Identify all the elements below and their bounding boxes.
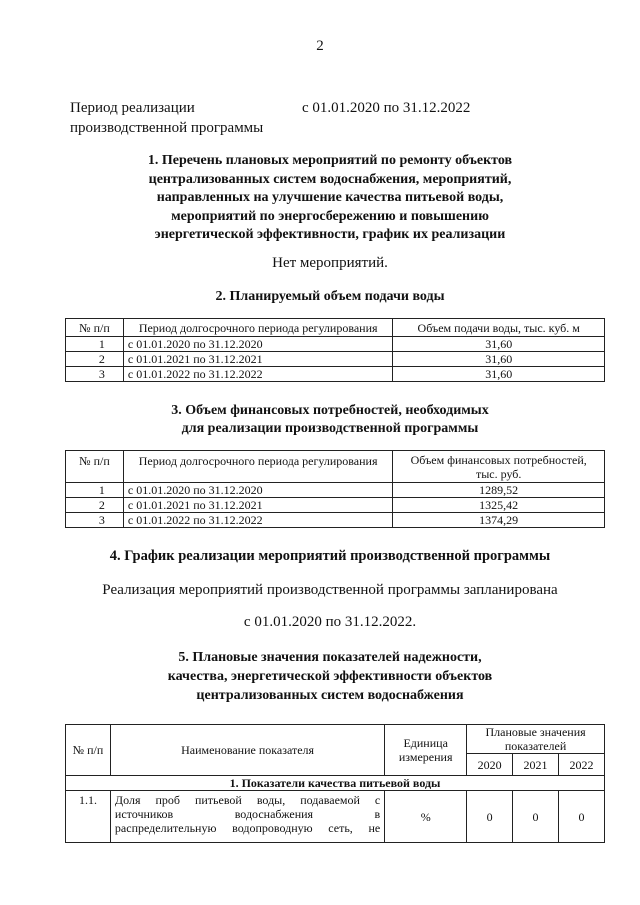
cell-num: 1: [66, 483, 124, 498]
table-header-row: [66, 725, 605, 754]
header-finance-line2: тыс. руб.: [475, 466, 522, 481]
cell-period: с 01.01.2021 по 31.12.2021: [123, 352, 393, 367]
header-unit: [385, 725, 467, 776]
cell-name-line: распределительную водопроводную сеть, не: [114, 821, 381, 835]
header-num: № п/п: [66, 451, 124, 483]
cell-num: 1.1.: [66, 791, 111, 843]
header-period: Период долгосрочного периода регулирования: [123, 451, 392, 483]
cell-num: 2: [66, 498, 124, 513]
header-plan: [467, 725, 605, 754]
header-plan-line1: Плановые значения: [485, 725, 586, 739]
period-label-line2: производственной программы: [70, 120, 264, 136]
section4-text-line1: Реализация мероприятий производственной программы запланирована: [102, 582, 558, 598]
cell-value: 0: [559, 791, 605, 843]
header-year: 2021: [513, 754, 559, 776]
period-value: с 01.01.2020 по 31.12.2022: [302, 100, 471, 116]
cell-period: с 01.01.2020 по 31.12.2020: [123, 337, 393, 352]
section1-heading: [70, 152, 590, 245]
section2-table: [65, 318, 605, 382]
table-row: [66, 513, 605, 528]
cell-volume: 31,60: [393, 337, 605, 352]
cell-value: 0: [467, 791, 513, 843]
cell-finance: 1374,29: [393, 513, 605, 528]
section5-heading-line: 5. Плановые значения показателей надежности,: [178, 650, 482, 665]
header-unit-line2: измерения: [398, 750, 453, 764]
section2-heading: 2. Планируемый объем подачи воды: [215, 289, 445, 304]
header-name: Наименование показателя: [110, 725, 384, 776]
header-finance: [393, 451, 605, 483]
header-period: Период долгосрочного периода регулирования: [123, 319, 393, 337]
section4-text-line2: с 01.01.2020 по 31.12.2022.: [243, 614, 417, 630]
table-row: [66, 483, 605, 498]
section5-heading-line: качества, энергетической эффективности объектов: [167, 669, 493, 684]
header-year: 2020: [467, 754, 513, 776]
header-unit-line1: Единица: [403, 736, 448, 750]
table-row: [66, 498, 605, 513]
table-header-row: [66, 451, 605, 483]
section1-heading-line: 1. Перечень плановых мероприятий по ремонту объектов: [147, 153, 513, 168]
header-num: № п/п: [66, 319, 124, 337]
period-label: [70, 98, 290, 138]
cell-period: с 01.01.2022 по 31.12.2022: [123, 513, 392, 528]
cell-volume: 31,60: [393, 352, 605, 367]
cell-finance: 1289,52: [393, 483, 605, 498]
group-title: 1. Показатели качества питьевой воды: [66, 776, 605, 791]
cell-num: 3: [66, 367, 124, 382]
section1-heading-line: направленных на улучшение качества питьевой воды,: [156, 190, 504, 205]
table-group-row: [66, 776, 605, 791]
cell-value: 0: [513, 791, 559, 843]
cell-name-line: источников водоснабжения в: [114, 807, 381, 821]
table-row: [66, 791, 605, 843]
table-row: [66, 337, 605, 352]
section3-table: [65, 450, 605, 528]
header-volume: Объем подачи воды, тыс. куб. м: [393, 319, 605, 337]
section1-heading-line: мероприятий по энергосбережению и повышению: [171, 208, 489, 224]
page-number: 2: [316, 38, 324, 54]
section3-heading: [70, 402, 590, 438]
section5-heading-line: централизованных систем водоснабжения: [196, 688, 464, 703]
section3-heading-line: для реализации производственной программы: [181, 421, 479, 436]
cell-period: с 01.01.2022 по 31.12.2022: [123, 367, 393, 382]
cell-num: 2: [66, 352, 124, 367]
cell-finance: 1325,42: [393, 498, 605, 513]
cell-unit: %: [385, 791, 467, 843]
table-row: [66, 367, 605, 382]
cell-name: [110, 791, 384, 843]
section4-heading: 4. График реализации мероприятий производственной программы: [109, 548, 551, 564]
cell-num: 3: [66, 513, 124, 528]
table-header-row: [66, 319, 605, 337]
section5-heading: [70, 648, 590, 705]
cell-period: с 01.01.2021 по 31.12.2021: [123, 498, 392, 513]
section5-table: [65, 724, 605, 843]
section1-heading-line: энергетической эффективности, график их реализации: [154, 227, 506, 242]
header-finance-line1: Объем финансовых потребностей,: [410, 452, 587, 467]
cell-period: с 01.01.2020 по 31.12.2020: [123, 483, 392, 498]
section1-text: Нет мероприятий.: [272, 255, 388, 271]
header-plan-line2: показателей: [504, 739, 567, 753]
section3-heading-line: 3. Объем финансовых потребностей, необходимых: [171, 403, 489, 418]
header-num: № п/п: [66, 725, 111, 776]
table-row: [66, 352, 605, 367]
period-label-line1: Период реализации: [70, 100, 195, 116]
cell-volume: 31,60: [393, 367, 605, 382]
cell-num: 1: [66, 337, 124, 352]
cell-name-line: Доля проб питьевой воды, подаваемой с: [114, 793, 381, 807]
section1-heading-line: централизованных систем водоснабжения, мероприятий,: [148, 171, 512, 187]
header-year: 2022: [559, 754, 605, 776]
